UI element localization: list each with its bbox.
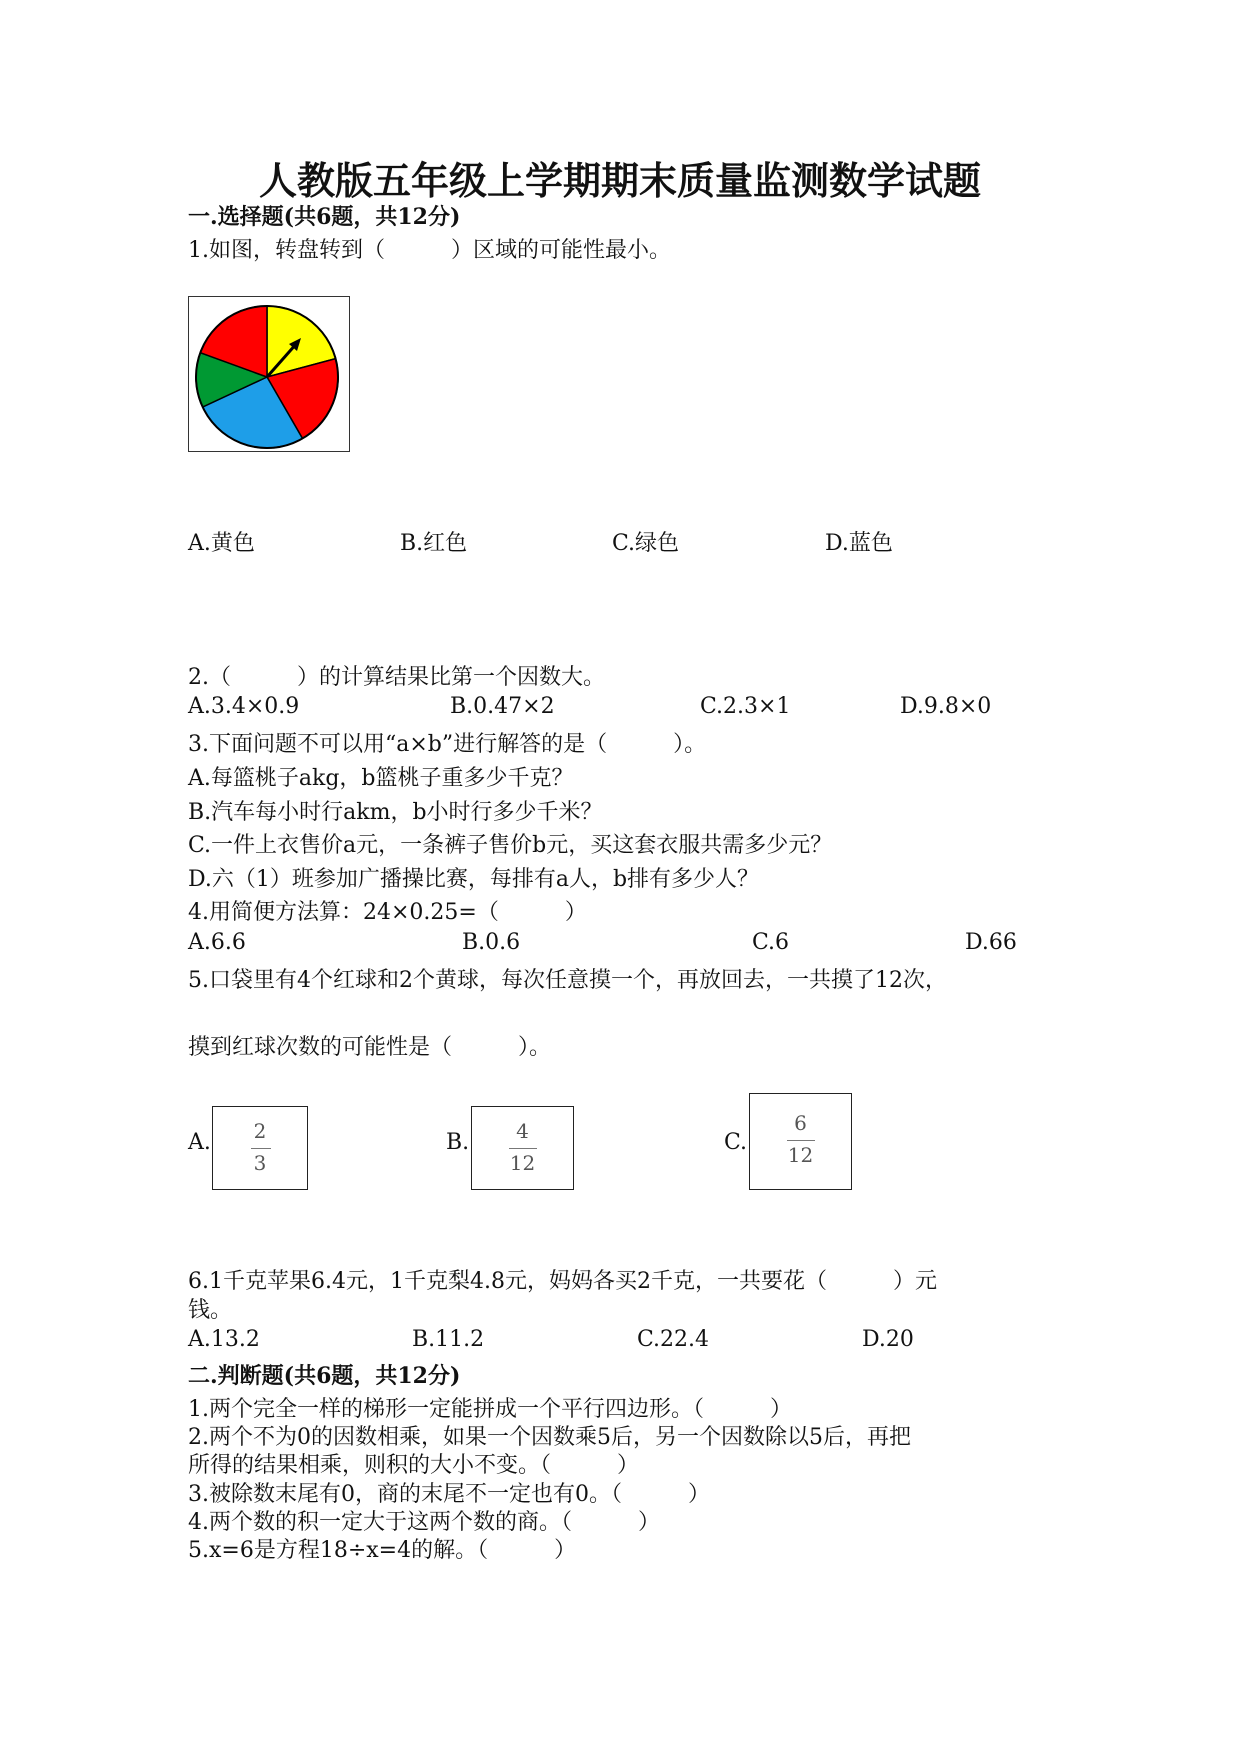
q3-option-b[interactable]: B.汽车每小时行akm，b小时行多少千米？: [188, 800, 603, 825]
q3-option-a[interactable]: A.每篮桃子akg，b篮桃子重多少千克？: [188, 766, 574, 791]
q1-option-d[interactable]: D.蓝色: [825, 531, 893, 556]
q4-option-c[interactable]: C.6: [752, 930, 790, 955]
q4-option-d[interactable]: D.66: [965, 930, 1017, 955]
judgement-item-2-line2: 所得的结果相乘，则积的大小不变。（ ）: [188, 1453, 640, 1478]
section-heading-judgement: 二.判断题(共6题，共12分): [188, 1363, 461, 1389]
question-5-text-line2: 摸到红球次数的可能性是（ ）。: [188, 1035, 552, 1060]
fraction-bar: [251, 1148, 271, 1149]
judgement-item-1: 1.两个完全一样的梯形一定能拼成一个平行四边形。（ ）: [188, 1397, 792, 1422]
question-2-text: 2.（ ）的计算结果比第一个因数大。: [188, 665, 605, 690]
fraction-denominator: 12: [787, 1143, 814, 1167]
q5-option-a-label[interactable]: A.: [188, 1130, 211, 1155]
q4-option-a[interactable]: A.6.6: [188, 930, 246, 955]
q5-option-b-fraction[interactable]: [471, 1106, 574, 1190]
question-3-text: 3.下面问题不可以用“a×b”进行解答的是（ ）。: [188, 732, 707, 757]
q6-option-a[interactable]: A.13.2: [188, 1327, 260, 1352]
q1-option-b[interactable]: B.红色: [400, 531, 468, 556]
fraction-denominator: 12: [509, 1151, 536, 1175]
q5-option-b-label[interactable]: B.: [446, 1130, 470, 1155]
page-title: 人教版五年级上学期期末质量监测数学试题: [258, 158, 981, 203]
q3-option-d[interactable]: D.六（1）班参加广播操比赛，每排有a人，b排有多少人？: [188, 867, 760, 892]
q5-option-c-fraction[interactable]: [749, 1093, 852, 1190]
question-5-text-line1: 5.口袋里有4个红球和2个黄球，每次任意摸一个，再放回去，一共摸了12次，: [188, 968, 947, 993]
q5-option-a-fraction[interactable]: [212, 1106, 308, 1190]
judgement-item-4: 4.两个数的积一定大于这两个数的商。（ ）: [188, 1510, 660, 1535]
q2-option-a[interactable]: A.3.4×0.9: [188, 694, 300, 719]
judgement-item-5: 5.x=6是方程18÷x=4的解。（ ）: [188, 1538, 577, 1563]
question-4-text: 4.用简便方法算：24×0.25=（ ）: [188, 900, 587, 925]
fraction-numerator: 4: [516, 1119, 529, 1143]
q6-option-c[interactable]: C.22.4: [637, 1327, 710, 1352]
fraction-denominator: 3: [253, 1151, 267, 1175]
judgement-item-3: 3.被除数末尾有0，商的末尾不一定也有0。（ ）: [188, 1482, 710, 1507]
spinner-wheel: [189, 297, 349, 451]
question-1-text: 1.如图，转盘转到（ ）区域的可能性最小。: [188, 238, 671, 263]
fraction-bar: [787, 1140, 815, 1141]
q6-option-d[interactable]: D.20: [862, 1327, 914, 1352]
q2-option-d[interactable]: D.9.8×0: [900, 694, 992, 719]
judgement-item-2-line1: 2.两个不为0的因数相乘，如果一个因数乘5后，另一个因数除以5后，再把: [188, 1425, 911, 1450]
q3-option-c[interactable]: C.一件上衣售价a元，一条裤子售价b元，买这套衣服共需多少元？: [188, 833, 833, 858]
q2-option-b[interactable]: B.0.47×2: [450, 694, 555, 719]
section-heading-choice: 一.选择题(共6题，共12分): [188, 204, 461, 230]
question-6-text-line1: 6.1千克苹果6.4元，1千克梨4.8元，妈妈各买2千克，一共要花（ ）元: [188, 1269, 937, 1294]
fraction-numerator: 6: [794, 1111, 807, 1135]
q1-option-c[interactable]: C.绿色: [612, 531, 680, 556]
q5-option-c-label[interactable]: C.: [724, 1130, 748, 1155]
fraction-bar: [509, 1148, 537, 1149]
spinner-figure: [188, 296, 350, 452]
q1-option-a[interactable]: A.黄色: [188, 531, 255, 556]
q4-option-b[interactable]: B.0.6: [462, 930, 521, 955]
fraction-numerator: 2: [253, 1119, 267, 1143]
question-6-text-line2: 钱。: [188, 1298, 233, 1323]
q2-option-c[interactable]: C.2.3×1: [700, 694, 791, 719]
q6-option-b[interactable]: B.11.2: [412, 1327, 485, 1352]
